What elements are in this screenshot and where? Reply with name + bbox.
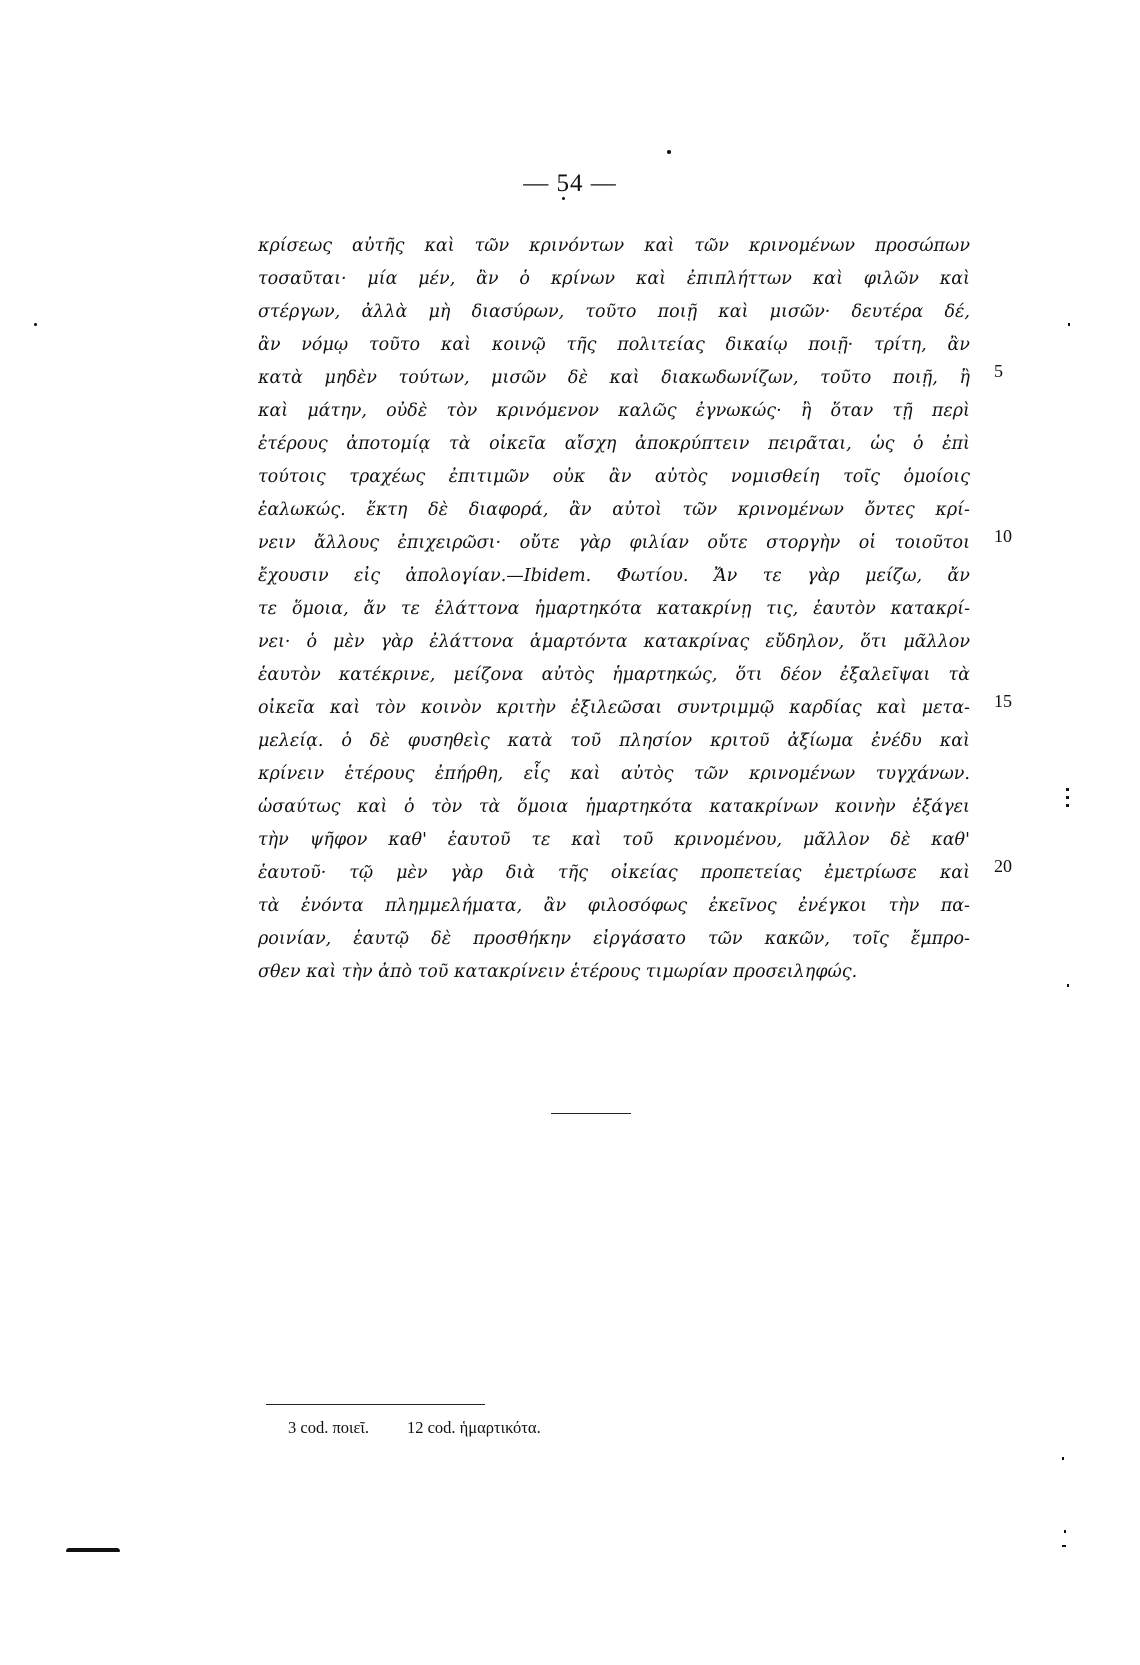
text-line: κρίσεως αὐτῆς καὶ τῶν κρινόντων καὶ τῶν κρινομένων προσώπων <box>258 236 970 256</box>
text-line: καὶ μάτην, οὐδὲ τὸν κρινόμενον καλῶς ἐγνωκώς· ἢ ὅταν τῇ περὶ <box>258 401 970 421</box>
text-line: τὰ ἐνόντα πλημμελήματα, ἂν φιλοσόφως ἐκεῖνος ἐνέγκοι τὴν πα- <box>258 896 970 916</box>
scan-dot <box>34 323 37 326</box>
scan-dot <box>1066 796 1069 799</box>
text-line: κρίνειν ἑτέρους ἐπήρθη, εἷς καὶ αὐτὸς τῶν κρινομένων τυγχάνων. <box>258 764 970 784</box>
section-divider <box>551 1113 631 1114</box>
text-line: ἑαυτὸν κατέκρινε, μείζονα αὐτὸς ἡμαρτηκώς, ὅτι δέον ἐξαλεῖψαι τὰ <box>258 665 970 685</box>
text-line: μελείᾳ. ὁ δὲ φυσηθεὶς κατὰ τοῦ πλησίον κριτοῦ ἀξίωμα ἐνέδυ καὶ <box>258 731 970 751</box>
text-line: τούτοις τραχέως ἐπιτιμῶν οὐκ ἂν αὐτὸς νομισθείη τοῖς ὁμοίοις <box>258 467 970 487</box>
scan-dot <box>1068 323 1070 326</box>
footnotes <box>288 1418 541 1438</box>
scan-dot <box>1066 804 1069 807</box>
main-text <box>258 230 970 989</box>
text-line: ἂν νόμῳ τοῦτο καὶ κοινῷ τῆς πολιτείας δικαίῳ ποιῇ· τρίτη, ἂν <box>258 335 970 355</box>
scan-dot <box>1062 1545 1066 1547</box>
footnote-2: 12 cod. ἡμαρτικότα. <box>406 1418 541 1437</box>
scan-dot <box>1064 1530 1066 1533</box>
text-line: ἑαλωκώς. ἕκτη δὲ διαφορά, ἂν αὐτοὶ τῶν κρινομένων ὄντες κρί- <box>258 500 970 520</box>
text-line: τοσαῦται· μία μέν, ἂν ὁ κρίνων καὶ ἐπιπλήττων καὶ φιλῶν καὶ <box>258 269 970 289</box>
text-line: κατὰ μηδὲν τούτων, μισῶν δὲ καὶ διακωδωνίζων, τοῦτο ποιῇ, ἢ <box>258 368 970 388</box>
page-number: — 54 — <box>523 170 617 197</box>
text-line: τὴν ψῆφον καθ' ἑαυτοῦ τε καὶ τοῦ κρινομένου, μᾶλλον δὲ καθ' <box>258 830 970 850</box>
text-line: ἑαυτοῦ· τῷ μὲν γὰρ διὰ τῆς οἰκείας προπετείας ἐμετρίωσε καὶ <box>258 863 970 883</box>
scan-dot <box>667 150 671 154</box>
scan-dot <box>1066 788 1069 791</box>
line-number-20: 20 <box>994 856 1012 876</box>
line-number-15: 15 <box>994 691 1012 711</box>
scan-dot <box>562 197 565 200</box>
footnote-rule <box>266 1404 485 1405</box>
text-line: οἰκεῖα καὶ τὸν κοινὸν κριτὴν ἐξιλεῶσαι συντριμμῷ καρδίας καὶ μετα- <box>258 698 970 718</box>
scan-smudge <box>66 1548 120 1552</box>
text-line: τε ὅμοια, ἄν τε ἐλάττονα ἡμαρτηκότα κατακρίνῃ τις, ἑαυτὸν κατακρί- <box>258 599 970 619</box>
text-line: νειν ἄλλους ἐπιχειρῶσι· οὔτε γὰρ φιλίαν οὔτε στοργὴν οἱ τοιοῦτοι <box>258 533 970 553</box>
text-line: ἑτέρους ἀποτομίᾳ τὰ οἰκεῖα αἴσχη ἀποκρύπτειν πειρᾶται, ὡς ὁ ἐπὶ <box>258 434 970 454</box>
scan-dot <box>1062 1457 1064 1460</box>
footnote-1: 3 cod. ποιεῖ. <box>288 1418 369 1437</box>
scan-dot <box>1067 984 1069 987</box>
text-line: νει· ὁ μὲν γὰρ ἐλάττονα ἁμαρτόντα κατακρίνας εὔδηλον, ὅτι μᾶλλον <box>258 632 970 652</box>
text-line: σθεν καὶ τὴν ἀπὸ τοῦ κατακρίνειν ἑτέρους τιμωρίαν προσειληφώς. <box>258 962 858 982</box>
line-number-5: 5 <box>994 361 1003 381</box>
line-number-10: 10 <box>994 526 1012 546</box>
text-line: στέργων, ἀλλὰ μὴ διασύρων, τοῦτο ποιῇ καὶ μισῶν· δευτέρα δέ, <box>258 302 970 322</box>
text-line: ὡσαύτως καὶ ὁ τὸν τὰ ὅμοια ἡμαρτηκότα κατακρίνων κοινὴν ἐξάγει <box>258 797 970 817</box>
text-line: ἔχουσιν εἰς ἀπολογίαν.—Ibidem. Φωτίου. Ἄν τε γὰρ μείζω, ἄν <box>258 566 970 586</box>
text-line: ροινίαν, ἑαυτῷ δὲ προσθήκην εἰργάσατο τῶν κακῶν, τοῖς ἔμπρο- <box>258 929 970 949</box>
